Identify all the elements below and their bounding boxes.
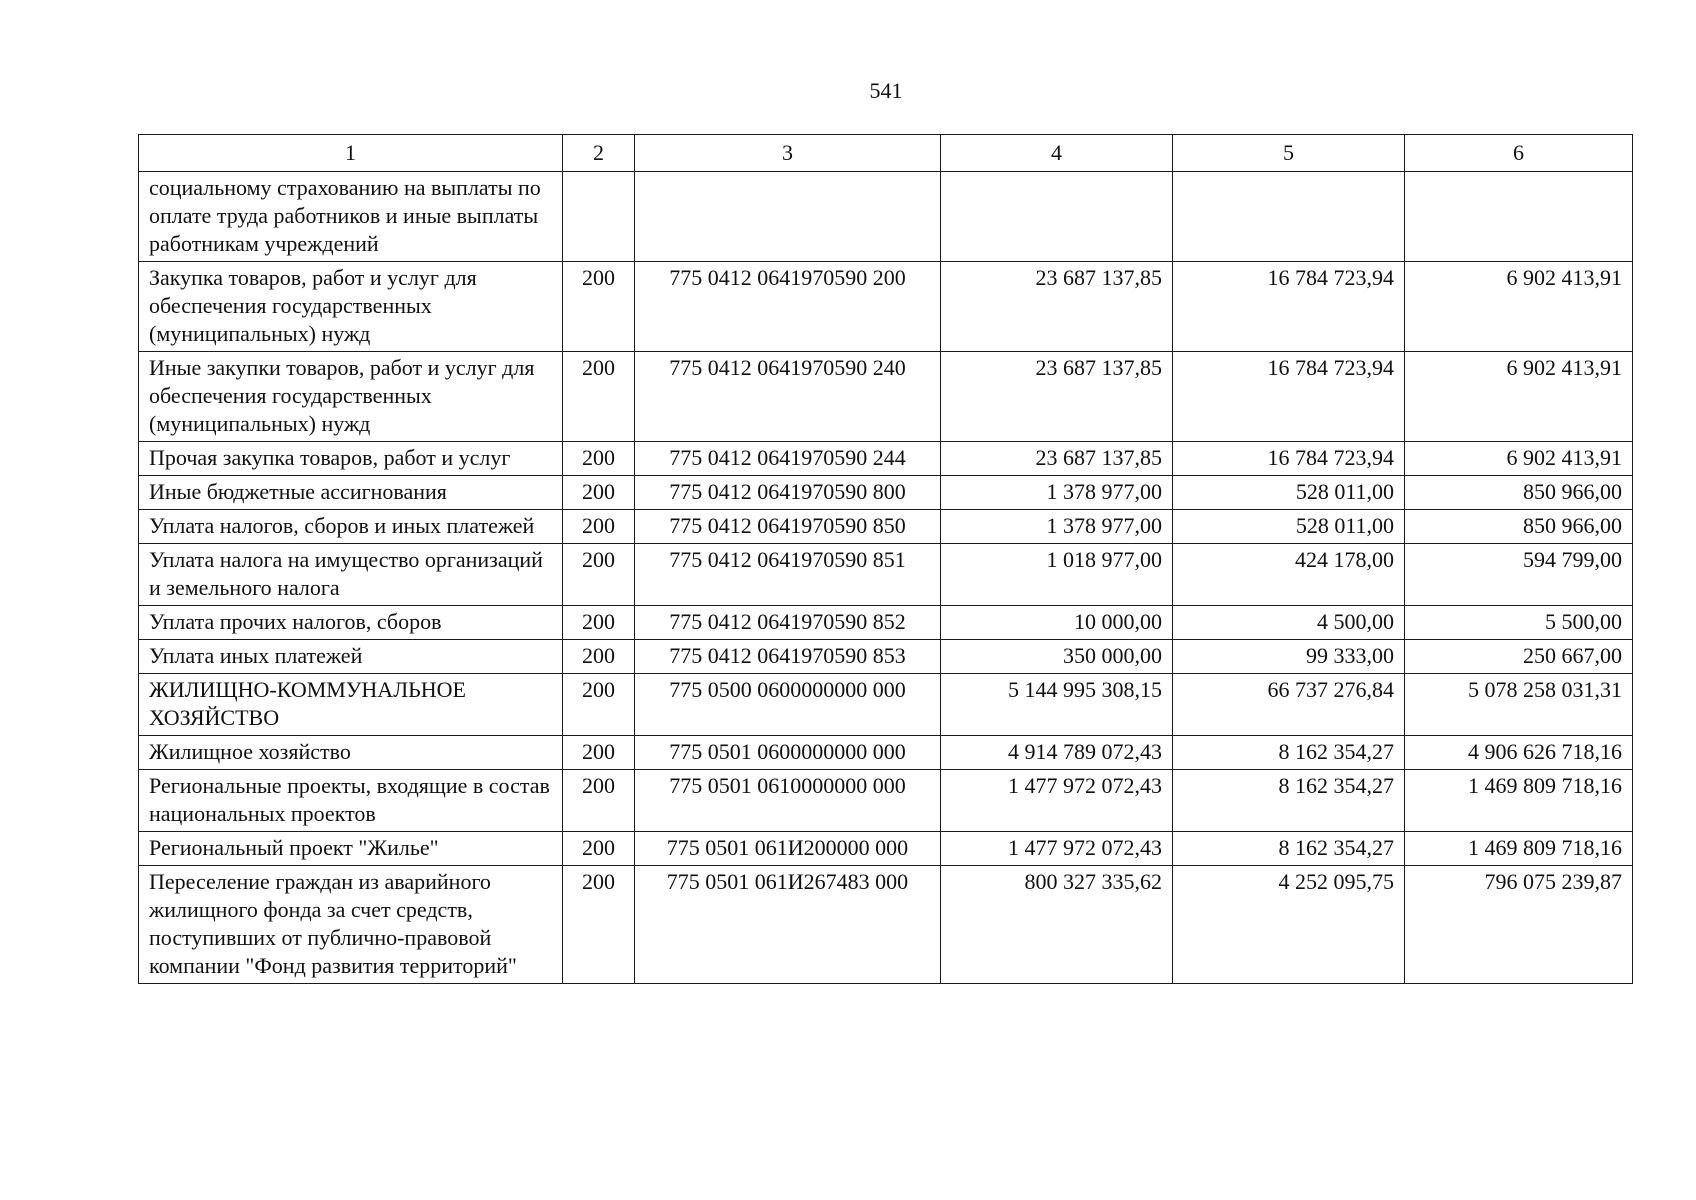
- cell-name: Региональный проект "Жилье": [139, 832, 563, 866]
- cell-col-6: 5 078 258 031,31: [1405, 674, 1633, 736]
- cell-name: Жилищное хозяйство: [139, 736, 563, 770]
- cell-col-6: 6 902 413,91: [1405, 352, 1633, 442]
- cell-col-4: 4 914 789 072,43: [941, 736, 1173, 770]
- cell-name: Уплата иных платежей: [139, 640, 563, 674]
- cell-col-5: 99 333,00: [1173, 640, 1405, 674]
- cell-code: 775 0501 0600000000 000: [635, 736, 941, 770]
- header-col-5: 5: [1173, 135, 1405, 172]
- header-col-1: 1: [139, 135, 563, 172]
- cell-code: 775 0412 0641970590 853: [635, 640, 941, 674]
- cell-col-4: 23 687 137,85: [941, 262, 1173, 352]
- table-row: [139, 674, 1633, 736]
- cell-code: 775 0501 0610000000 000: [635, 770, 941, 832]
- cell-name: Региональные проекты, входящие в состав национальных проектов: [139, 770, 563, 832]
- cell-col-4: 10 000,00: [941, 606, 1173, 640]
- table-row: [139, 606, 1633, 640]
- cell-code: 775 0501 061И267483 000: [635, 866, 941, 984]
- table-row: [139, 736, 1633, 770]
- cell-name: ЖИЛИЩНО-КОММУНАЛЬНОЕ ХОЗЯЙСТВО: [139, 674, 563, 736]
- table-row: [139, 866, 1633, 984]
- cell-col-4: [941, 172, 1173, 262]
- cell-col-6: 6 902 413,91: [1405, 442, 1633, 476]
- cell-col-4: 1 018 977,00: [941, 544, 1173, 606]
- cell-code: 775 0501 061И200000 000: [635, 832, 941, 866]
- cell-col-5: 4 500,00: [1173, 606, 1405, 640]
- cell-col-5: 528 011,00: [1173, 476, 1405, 510]
- cell-col-5: 528 011,00: [1173, 510, 1405, 544]
- cell-code: 775 0412 0641970590 244: [635, 442, 941, 476]
- table-row: [139, 510, 1633, 544]
- cell-col-5: 66 737 276,84: [1173, 674, 1405, 736]
- cell-grbs: 200: [563, 544, 635, 606]
- cell-code: 775 0412 0641970590 850: [635, 510, 941, 544]
- table-row: [139, 352, 1633, 442]
- cell-col-4: 5 144 995 308,15: [941, 674, 1173, 736]
- cell-name: Прочая закупка товаров, работ и услуг: [139, 442, 563, 476]
- cell-name: Закупка товаров, работ и услуг для обеспечения государственных (муниципальных) нужд: [139, 262, 563, 352]
- budget-table: [138, 134, 1633, 984]
- cell-col-5: [1173, 172, 1405, 262]
- cell-col-4: 1 378 977,00: [941, 476, 1173, 510]
- cell-col-4: 800 327 335,62: [941, 866, 1173, 984]
- cell-name: Иные закупки товаров, работ и услуг для обеспечения государственных (муниципальных) нужд: [139, 352, 563, 442]
- cell-code: 775 0412 0641970590 800: [635, 476, 941, 510]
- cell-grbs: 200: [563, 832, 635, 866]
- table-row: [139, 476, 1633, 510]
- cell-grbs: 200: [563, 606, 635, 640]
- cell-code: 775 0412 0641970590 200: [635, 262, 941, 352]
- cell-grbs: 200: [563, 442, 635, 476]
- cell-col-4: 1 477 972 072,43: [941, 770, 1173, 832]
- cell-col-5: 16 784 723,94: [1173, 262, 1405, 352]
- cell-grbs: 200: [563, 352, 635, 442]
- cell-code: [635, 172, 941, 262]
- cell-col-6: 1 469 809 718,16: [1405, 770, 1633, 832]
- cell-col-6: 850 966,00: [1405, 476, 1633, 510]
- cell-code: 775 0412 0641970590 852: [635, 606, 941, 640]
- cell-grbs: 200: [563, 866, 635, 984]
- cell-grbs: 200: [563, 262, 635, 352]
- cell-name: Иные бюджетные ассигнования: [139, 476, 563, 510]
- header-col-2: 2: [563, 135, 635, 172]
- page-number: 541: [869, 78, 903, 103]
- cell-col-5: 16 784 723,94: [1173, 352, 1405, 442]
- table-row: [139, 442, 1633, 476]
- table-row: [139, 640, 1633, 674]
- table-row: [139, 770, 1633, 832]
- cell-grbs: 200: [563, 674, 635, 736]
- cell-col-5: 16 784 723,94: [1173, 442, 1405, 476]
- header-row: [139, 135, 1633, 172]
- cell-col-6: 1 469 809 718,16: [1405, 832, 1633, 866]
- cell-grbs: 200: [563, 476, 635, 510]
- cell-name: Уплата налогов, сборов и иных платежей: [139, 510, 563, 544]
- cell-col-6: 796 075 239,87: [1405, 866, 1633, 984]
- cell-col-6: 850 966,00: [1405, 510, 1633, 544]
- cell-name: Уплата прочих налогов, сборов: [139, 606, 563, 640]
- cell-col-5: 8 162 354,27: [1173, 736, 1405, 770]
- header-col-3: 3: [635, 135, 941, 172]
- cell-col-6: 4 906 626 718,16: [1405, 736, 1633, 770]
- cell-grbs: 200: [563, 510, 635, 544]
- cell-col-5: 4 252 095,75: [1173, 866, 1405, 984]
- cell-col-4: 350 000,00: [941, 640, 1173, 674]
- cell-code: 775 0412 0641970590 851: [635, 544, 941, 606]
- cell-col-6: 594 799,00: [1405, 544, 1633, 606]
- cell-col-6: 250 667,00: [1405, 640, 1633, 674]
- cell-col-6: 6 902 413,91: [1405, 262, 1633, 352]
- cell-grbs: [563, 172, 635, 262]
- cell-col-5: 8 162 354,27: [1173, 770, 1405, 832]
- table-row: [139, 172, 1633, 262]
- cell-name: социальному страхованию на выплаты по оплате труда работников и иные выплаты работникам учреждений: [139, 172, 563, 262]
- cell-col-4: 1 378 977,00: [941, 510, 1173, 544]
- cell-code: 775 0500 0600000000 000: [635, 674, 941, 736]
- cell-grbs: 200: [563, 640, 635, 674]
- header-col-6: 6: [1405, 135, 1633, 172]
- cell-grbs: 200: [563, 770, 635, 832]
- cell-grbs: 200: [563, 736, 635, 770]
- cell-col-5: 8 162 354,27: [1173, 832, 1405, 866]
- cell-name: Переселение граждан из аварийного жилищного фонда за счет средств, поступивших от публично-правовой компании "Фонд развития территорий": [139, 866, 563, 984]
- cell-name: Уплата налога на имущество организаций и земельного налога: [139, 544, 563, 606]
- table-row: [139, 262, 1633, 352]
- table-row: [139, 544, 1633, 606]
- cell-col-4: 23 687 137,85: [941, 352, 1173, 442]
- cell-col-6: 5 500,00: [1405, 606, 1633, 640]
- table-row: [139, 832, 1633, 866]
- table-body: [139, 172, 1633, 984]
- cell-col-4: 23 687 137,85: [941, 442, 1173, 476]
- header-col-4: 4: [941, 135, 1173, 172]
- cell-col-4: 1 477 972 072,43: [941, 832, 1173, 866]
- cell-col-5: 424 178,00: [1173, 544, 1405, 606]
- cell-col-6: [1405, 172, 1633, 262]
- cell-code: 775 0412 0641970590 240: [635, 352, 941, 442]
